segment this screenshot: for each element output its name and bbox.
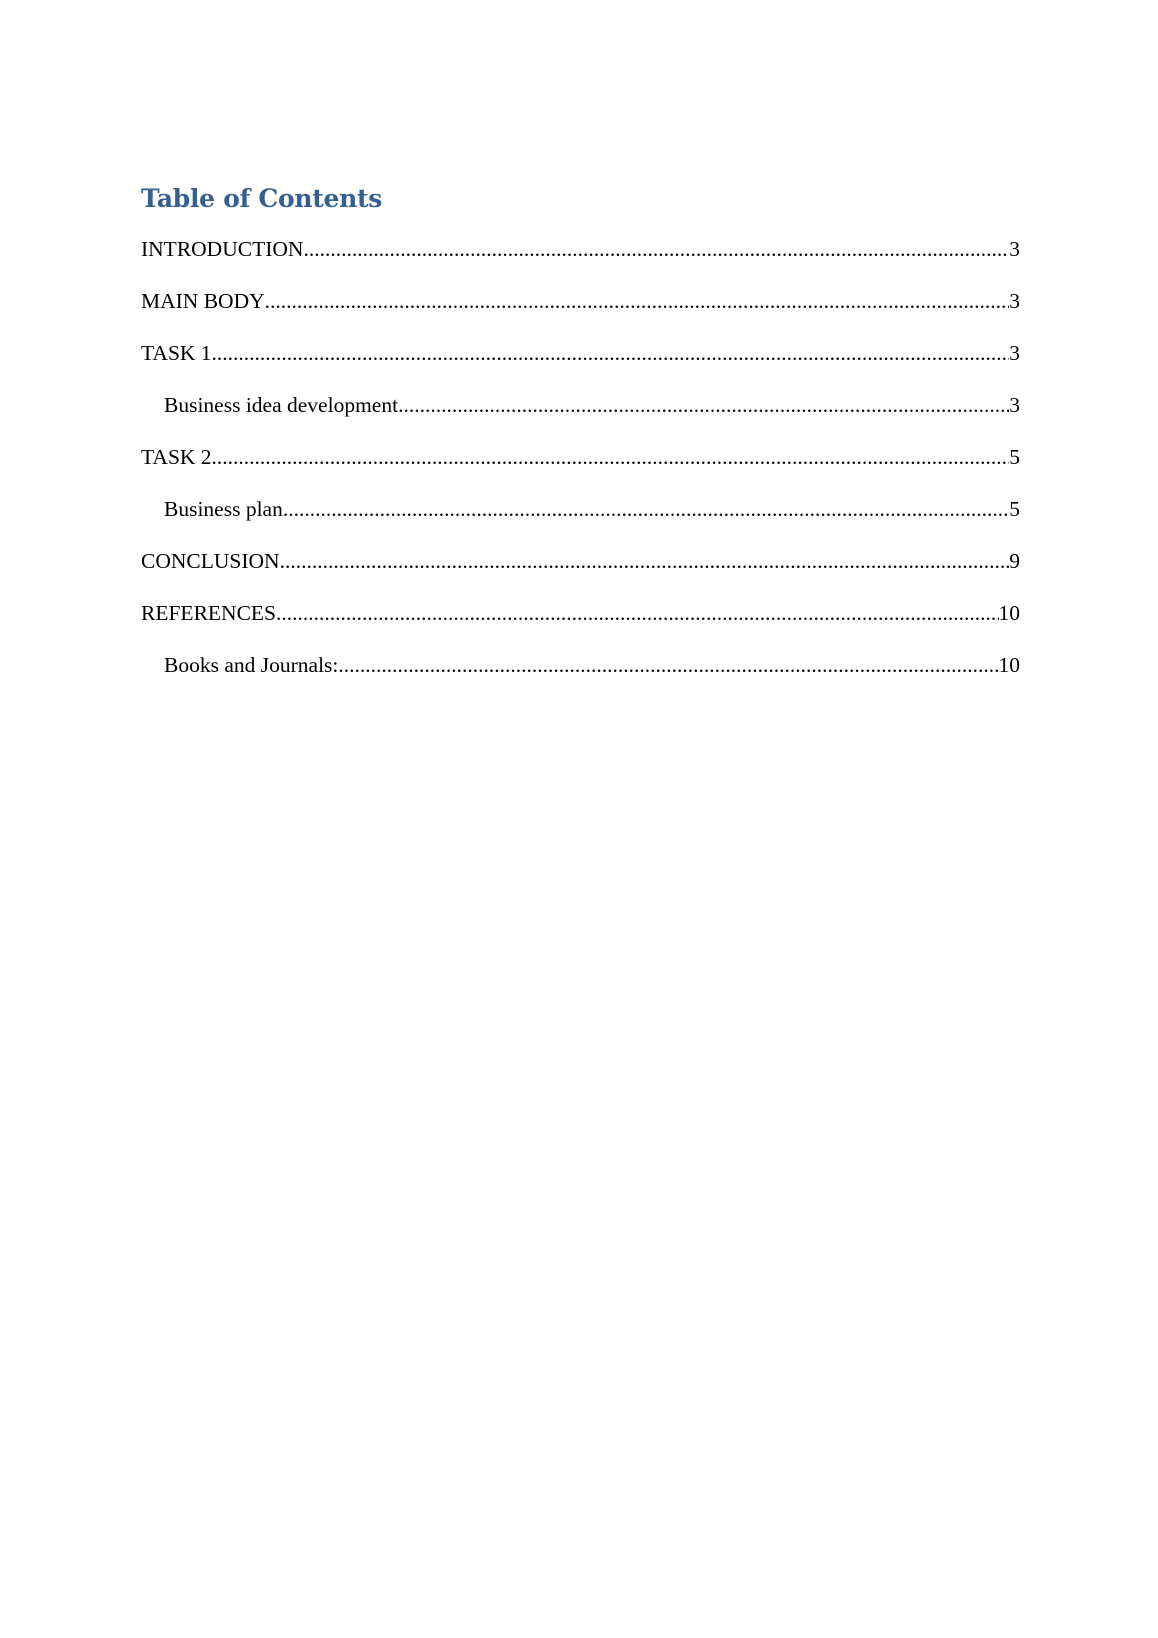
toc-entry-page: 9	[1009, 549, 1020, 573]
toc-entry-label: Books and Journals:	[164, 653, 339, 677]
toc-dot-leader	[265, 284, 1010, 319]
toc-entry-introduction[interactable]	[141, 232, 1020, 284]
toc-entry-label: Business idea development	[164, 393, 399, 417]
toc-entry-label: MAIN BODY	[141, 289, 265, 313]
toc-entry-references[interactable]	[141, 596, 1020, 648]
toc-dot-leader	[283, 492, 1009, 527]
toc-entry-conclusion[interactable]	[141, 544, 1020, 596]
toc-entry-page: 10	[998, 653, 1020, 677]
toc-entry-page: 10	[998, 601, 1020, 625]
toc-dot-leader	[303, 232, 1009, 267]
toc-entry-page: 3	[1009, 341, 1020, 365]
toc-entry-books-and-journals[interactable]	[141, 648, 1020, 700]
toc-entry-label: CONCLUSION	[141, 549, 280, 573]
toc-entry-business-idea-development[interactable]	[141, 388, 1020, 440]
toc-dot-leader	[212, 440, 1010, 475]
toc-entry-page: 3	[1009, 289, 1020, 313]
toc-entry-label: INTRODUCTION	[141, 237, 304, 261]
toc-entry-label: Business plan	[164, 497, 283, 521]
toc-dot-leader	[212, 336, 1010, 371]
toc-dot-leader	[276, 596, 999, 631]
toc-entry-page: 3	[1009, 237, 1020, 261]
toc-dot-leader	[280, 544, 1010, 579]
toc-heading: Table of Contents	[141, 184, 383, 213]
toc-list	[141, 232, 1020, 700]
toc-entry-task-2[interactable]	[141, 440, 1020, 492]
toc-entry-page: 5	[1009, 445, 1020, 469]
toc-entry-page: 3	[1009, 393, 1020, 417]
toc-entry-label: TASK 2	[141, 445, 212, 469]
toc-entry-main-body[interactable]	[141, 284, 1020, 336]
toc-entry-business-plan[interactable]	[141, 492, 1020, 544]
toc-entry-task-1[interactable]	[141, 336, 1020, 388]
toc-entry-label: REFERENCES	[141, 601, 276, 625]
toc-entry-label: TASK 1	[141, 341, 212, 365]
toc-entry-page: 5	[1009, 497, 1020, 521]
toc-dot-leader	[338, 648, 998, 683]
toc-dot-leader	[398, 388, 1009, 423]
